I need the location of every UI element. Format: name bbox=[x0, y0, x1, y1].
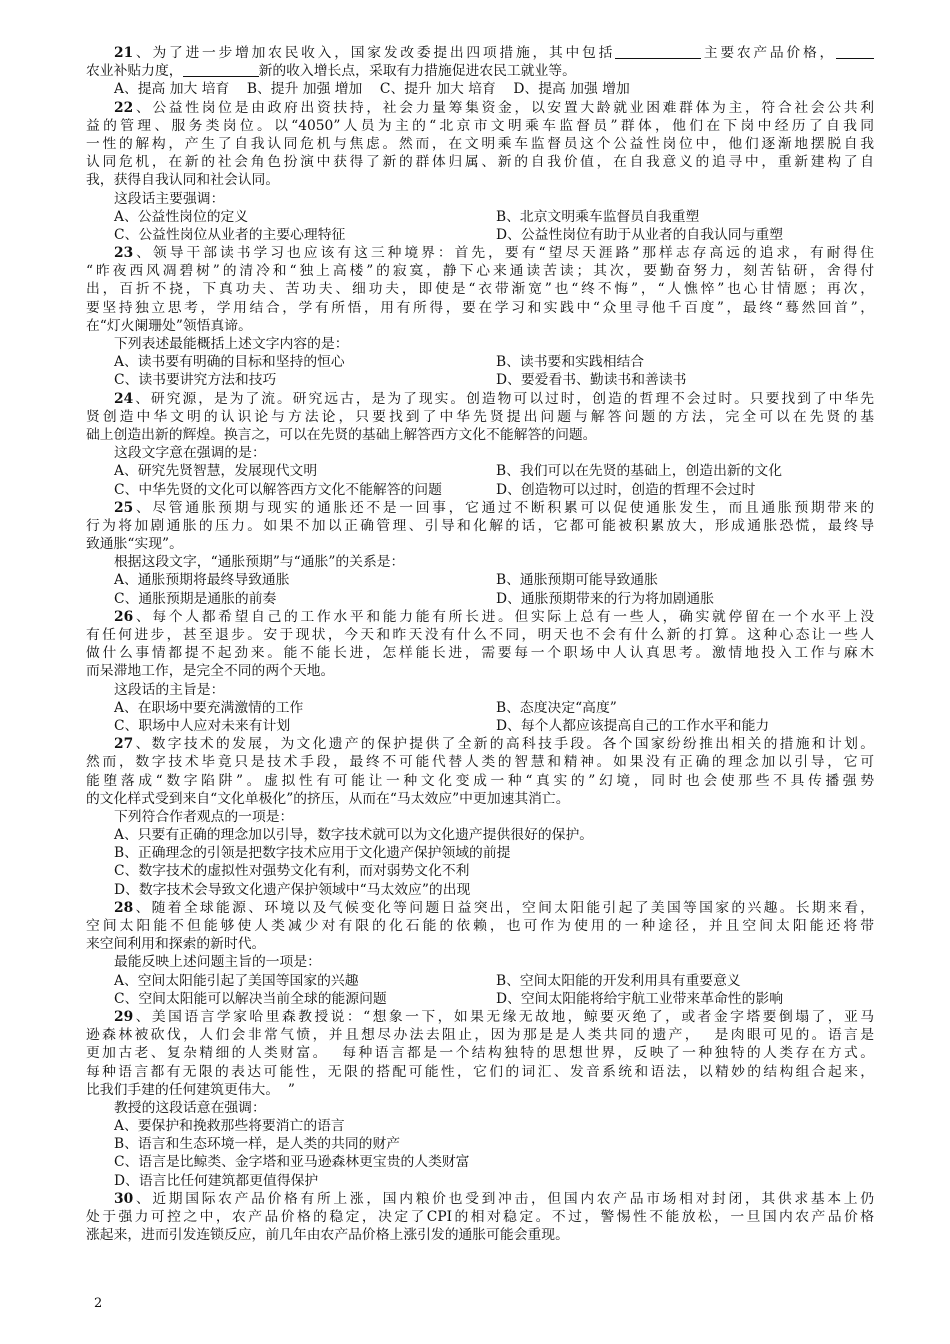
q22-line-1 bbox=[86, 99, 874, 117]
q28-options-row-1 bbox=[86, 972, 874, 990]
q28-option-c: C、空间太阳能可以解决当前全球的能源问题 bbox=[114, 990, 387, 1007]
q24-line-2: 贤创造中华文明的认识论与方法论，只要找到了中华先贤提出问题与解答问题的方法，完全可以在先贤的基 bbox=[86, 408, 874, 425]
q25-line-3: 致通胀“实现”。 bbox=[86, 536, 183, 553]
q25-line-2: 行为将加剧通胀的压力。如果不加以正确管理、引导和化解的话，它都可能被积累放大，形成通胀恐慌，最终导 bbox=[86, 517, 874, 534]
q29-line-4: 每种语言都有无限的表达可能性，无限的搭配可能性，它们的词汇、发音系统和语法，以精妙的结构组合起来， bbox=[86, 1063, 874, 1080]
q22-text: 、公益性岗位是由政府出资扶持，社会力量筹集资金，以安置大龄就业困难群体为主，符合社会公共利 bbox=[133, 99, 874, 116]
q24-options-row-2 bbox=[86, 481, 874, 499]
q22-number: 22 bbox=[114, 99, 134, 116]
q29-line-5: 比我们手建的任何建筑更伟大。 ” bbox=[86, 1081, 295, 1098]
q27-line-1 bbox=[86, 735, 874, 753]
q23-line-3: 出，百折不挠，下真功夫、苦功夫、细功夫，即使是“衣带渐宽”也“终不悔”，“人憔悴”也心甘情愿；再次， bbox=[86, 281, 874, 298]
q22-option-d: D、公益性岗位有助于从业者的自我认同与重塑 bbox=[496, 226, 783, 243]
q21-line-2 bbox=[86, 62, 874, 80]
q28-line-1 bbox=[86, 899, 874, 917]
q27-text: 、数字技术的发展，为文化遗产的保护提供了全新的高科技手段。各个国家纷纷推出相关的措施和计划。 bbox=[133, 736, 874, 753]
q26-line-2: 有任何进步，甚至退步。安于现状，今天和昨天没有什么不同，明天也不会有什么新的打算。这种心态让一些人 bbox=[86, 627, 874, 643]
q27-line-4: 的文化样式受到来自“文化单极化”的挤压，从而在“马太效应”中更加速其消亡。 bbox=[86, 790, 570, 807]
q21-blank-2 bbox=[836, 44, 874, 59]
q26-line-3: 做什么事情都提不起劲来。能不能长进，怎样能长进，需要每一个职场中人认真思考。激情地投入工作与麻木 bbox=[86, 645, 874, 662]
q23-option-b: B、读书要和实践相结合 bbox=[496, 354, 645, 371]
q28-question: 最能反映上述问题主旨的一项是： bbox=[114, 954, 321, 971]
q27-line-2: 然而，数字技术毕竟只是技术手段，最终不可能代替人类的智慧和精神。如果没有正确的理念加以引导，它可 bbox=[86, 754, 874, 771]
q23-options-row-2 bbox=[86, 371, 874, 389]
q27-option-a: A、只要有正确的理念加以引导，数字技术就可以为文化遗产提供很好的保护。 bbox=[114, 827, 594, 844]
q22-line-4: 认同危机，在新的社会角色扮演中获得了新的群体归属、新的自我价值，在自我意义的追寻中，重新建构了自 bbox=[86, 154, 874, 171]
q21-options: A、提高 加大 培育 B、提升 加强 增加 C、提升 加大 培育 D、提高 加强 增加 bbox=[114, 81, 630, 98]
q27-number: 27 bbox=[114, 736, 134, 753]
q23-line-4: 要坚持独立思考，学用结合，学有所悟，用有所得，要在学习和实践中“众里寻他千百度”，最终“蓦然回首”， bbox=[86, 299, 874, 316]
q29-option-a: A、要保护和挽救那些将要消亡的语言 bbox=[114, 1118, 345, 1135]
q29-question: 教授的这段话意在强调： bbox=[114, 1099, 266, 1116]
q24-line-3: 础上创造出新的辉煌。换言之，可以在先贤的基础上解答西方文化不能解答的问题。 bbox=[86, 426, 597, 443]
q29-number: 29 bbox=[114, 1008, 134, 1025]
q24-option-d: D、创造物可以过时，创造的哲理不会过时 bbox=[496, 481, 756, 498]
q24-question: 这段文字意在强调的是： bbox=[114, 445, 266, 462]
q26-option-b: B、态度决定“高度” bbox=[496, 699, 617, 716]
q26-number: 26 bbox=[114, 608, 134, 625]
q22-option-b: B、北京文明乘车监督员自我重塑 bbox=[496, 208, 700, 225]
q28-options-row-2 bbox=[86, 990, 874, 1008]
q22-line-5: 我，获得自我认同和社会认同。 bbox=[86, 172, 280, 189]
q24-options-row-1 bbox=[86, 462, 874, 480]
q23-option-a: A、读书要有明确的目标和坚持的恒心 bbox=[114, 354, 345, 371]
q21-blank-3 bbox=[183, 62, 259, 77]
q25-option-b: B、通胀预期可能导致通胀 bbox=[496, 572, 658, 589]
q22-line-3: 一性的解构，产生了自我认同危机与焦虑。然而，在文明乘车监督员这个公益性岗位中，他们逐渐地摆脱自我 bbox=[86, 135, 874, 152]
q27-option-d: D、数字技术会导致文化遗产保护领域中“马太效应”的出现 bbox=[114, 881, 471, 898]
q28-line-3: 来空间利用和探索的新时代。 bbox=[86, 936, 266, 953]
q24-option-c: C、中华先贤的文化可以解答西方文化不能解答的问题 bbox=[114, 481, 442, 498]
q23-question: 下列表述最能概括上述文字内容的是： bbox=[114, 336, 349, 352]
q24-text: 、研究源，是为了流。研究远古，是为了现实。创造物可以过时，创造的哲理不会过时。只要找到了中华先 bbox=[133, 390, 874, 407]
q23-line-1 bbox=[86, 244, 874, 262]
q21-number: 21 bbox=[114, 45, 134, 61]
q28-option-a: A、空间太阳能引起了美国等国家的兴趣 bbox=[114, 972, 359, 989]
q29-option-d: D、语言比任何建筑都更值得保护 bbox=[114, 1172, 319, 1189]
q28-text: 、随着全球能源、环境以及气候变化等问题日益突出，空间太阳能引起了美国等国家的兴趣。长期来看， bbox=[133, 899, 874, 916]
q29-text: 、美国语言学家哈里森教授说：“想象一下，如果无缘无故地，鲸要灭绝了，或者金字塔要倒塌了，亚马 bbox=[133, 1008, 874, 1025]
q25-option-a: A、通胀预期将最终导致通胀 bbox=[114, 572, 290, 589]
q29-option-b: B、语言和生态环境一样，是人类的共同的财产 bbox=[114, 1136, 401, 1153]
q26-options-row-1 bbox=[86, 699, 874, 717]
q30-line-1 bbox=[86, 1190, 874, 1208]
q27-option-b: B、正确理念的引领是把数字技术应用于文化遗产保护领域的前提 bbox=[114, 845, 511, 862]
q28-option-b: B、空间太阳能的开发利用具有重要意义 bbox=[496, 972, 741, 989]
q26-options-row-2 bbox=[86, 717, 874, 735]
q28-option-d: D、空间太阳能将给宇航工业带来革命性的影响 bbox=[496, 990, 783, 1007]
q27-question: 下列符合作者观点的一项是： bbox=[114, 808, 294, 825]
q23-options-row-1 bbox=[86, 353, 874, 371]
q26-option-a: A、在职场中要充满激情的工作 bbox=[114, 699, 304, 716]
q21-text-1b: 主要农产品价格， bbox=[701, 45, 837, 61]
q23-option-d: D、要爱看书、勤读书和善读书 bbox=[496, 372, 687, 389]
q25-text: 、尽管通胀预期与现实的通胀还不是一回事，它通过不断积累可以促使通胀发生，而且通胀预期带来的 bbox=[133, 499, 874, 516]
q27-option-c: C、数字技术的虚拟性对强势文化有利，而对弱势文化不利 bbox=[114, 863, 470, 880]
q26-option-c: C、职场中人应对未来有计划 bbox=[114, 717, 291, 734]
q30-text: 、近期国际农产品价格有所上涨，国内粮价也受到冲击，但国内农产品市场相对封闭，其供求基本上仍 bbox=[133, 1190, 874, 1207]
q24-option-a: A、研究先贤智慧，发展现代文明 bbox=[114, 463, 318, 480]
q29-line-1 bbox=[86, 1008, 874, 1026]
q30-number: 30 bbox=[114, 1190, 134, 1207]
page-number: 2 bbox=[94, 1296, 103, 1311]
q24-option-b: B、我们可以在先贤的基础上，创造出新的文化 bbox=[496, 463, 783, 480]
q23-option-c: C、读书要讲究方法和技巧 bbox=[114, 372, 277, 389]
q25-question: 根据这段文字，“通胀预期”与“通胀”的关系是： bbox=[114, 554, 405, 571]
q29-line-3: 更加古老、复杂精细的人类财富。 每种语言都是一个结构独特的思想世界，反映了一种独特的人类存在方式。 bbox=[86, 1045, 874, 1062]
q21-text-1a: 、为了进一步增加农民收入，国家发改委提出四项措施，其中包括 bbox=[133, 45, 616, 61]
q25-line-1 bbox=[86, 499, 874, 517]
q23-number: 23 bbox=[114, 245, 134, 262]
q21-text-2a: 农业补贴力度， bbox=[86, 63, 183, 80]
q25-options-row-1 bbox=[86, 571, 874, 589]
q23-text: 、领导干部读书学习也应该有这三种境界：首先，要有“望尽天涯路”那样志存高远的追求，有耐得住 bbox=[133, 245, 874, 262]
q25-option-c: C、通胀预期是通胀的前奏 bbox=[114, 590, 277, 607]
q23-line-2: “昨夜西风凋碧树”的清冷和“独上高楼”的寂寞，静下心来通读苦读；其次，要勤奋努力，刻苦钻研，舍得付 bbox=[86, 263, 874, 280]
q29-line-2: 逊森林被砍伐，人们会非常气愤，并且想尽办法去阻止，因为那是是人类共同的遗产， 是肉眼可见的。语言是 bbox=[86, 1027, 874, 1044]
q22-line-2: 益的管理、服务类岗位。以“4050”人员为主的“北京市文明乘车监督员”群体，他们在下岗中经历了自我同 bbox=[86, 117, 874, 134]
q22-option-c: C、公益性岗位从业者的主要心理特征 bbox=[114, 226, 346, 243]
q27-line-3: 能堕落成“数字陷阱”。虚拟性有可能让一种文化变成一种“真实的”幻境，同时也会使那些不具传播强势 bbox=[86, 772, 874, 789]
q22-question: 这段话主要强调： bbox=[114, 190, 225, 207]
q28-number: 28 bbox=[114, 899, 134, 916]
q24-number: 24 bbox=[114, 390, 134, 407]
q21-text-2b: 新的收入增长点，采取有力措施促进农民工就业等。 bbox=[258, 63, 576, 80]
q22-option-a: A、公益性岗位的定义 bbox=[114, 208, 249, 225]
q26-line-4: 而呆滞地工作，是完全不同的两个天地。 bbox=[86, 663, 335, 680]
q30-line-2: 处于强力可控之中，农产品价格的稳定，决定了CPI的相对稳定。不过，警惕性不能放松，一旦国内农产品价格 bbox=[86, 1209, 874, 1225]
q28-line-2: 空间太阳能不但能够使人类减少对有限的化石能的依赖，也可作为使用的一种途径，并且空间太阳能还将带 bbox=[86, 918, 874, 934]
q29-option-c: C、语言是比鲸类、金字塔和亚马逊森林更宝贵的人类财富 bbox=[114, 1154, 470, 1171]
q25-option-d: D、通胀预期带来的行为将加剧通胀 bbox=[496, 590, 715, 607]
q30-line-3: 涨起来，进而引发连锁反应，前几年由农产品价格上涨引发的通胀可能会重现。 bbox=[86, 1227, 569, 1244]
q26-line-1 bbox=[86, 608, 874, 626]
q21-line-1 bbox=[86, 44, 874, 62]
q25-number: 25 bbox=[114, 499, 134, 516]
q26-text: 、每个人都希望自己的工作水平和能力能有所长进。但实际上总有一些人，确实就停留在一个水平上没 bbox=[133, 608, 874, 625]
q23-line-5: 在“灯火阑珊处”领悟真谛。 bbox=[86, 317, 252, 334]
q22-options-row-1 bbox=[86, 208, 874, 226]
q22-options-row-2 bbox=[86, 226, 874, 244]
q21-blank-1 bbox=[615, 44, 701, 59]
document-content bbox=[86, 44, 874, 1244]
q26-question: 这段话的主旨是： bbox=[114, 681, 225, 698]
q24-line-1 bbox=[86, 390, 874, 408]
q26-option-d: D、每个人都应该提高自己的工作水平和能力 bbox=[496, 717, 770, 734]
q25-options-row-2 bbox=[86, 590, 874, 608]
